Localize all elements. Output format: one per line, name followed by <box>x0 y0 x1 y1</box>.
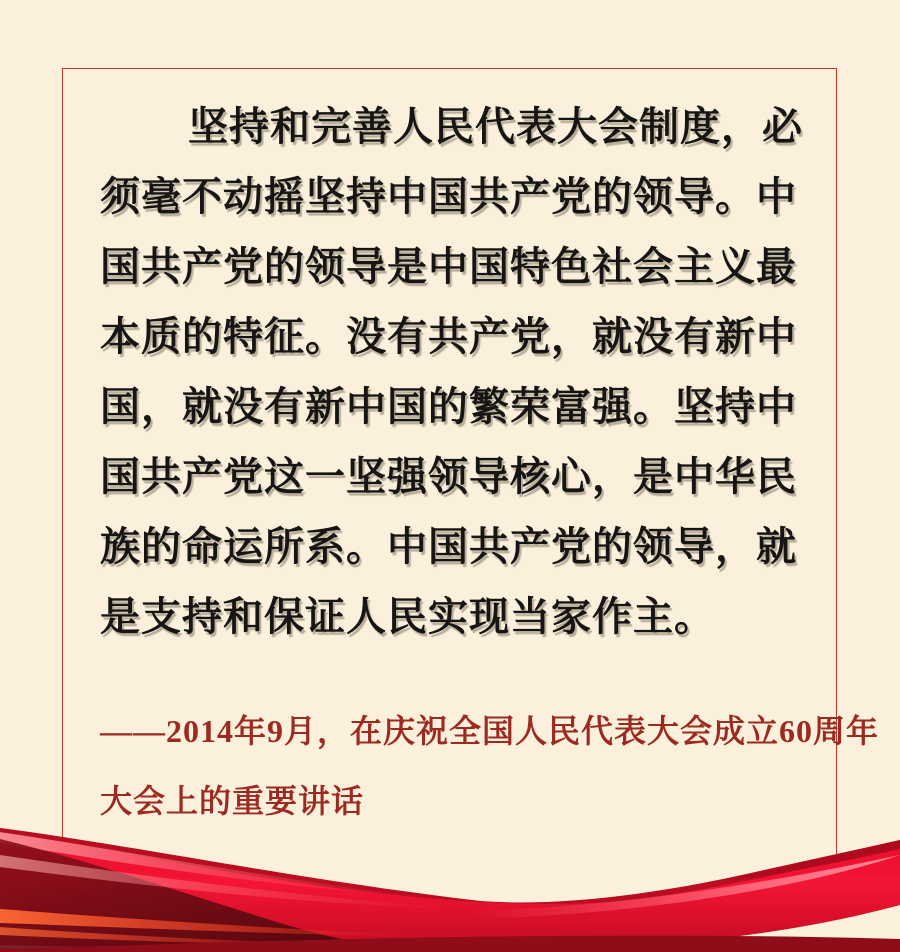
attribution-line: ——2014年9月，在庆祝全国人民代表大会成立60周年 <box>100 713 880 749</box>
quote-line: 须毫不动摇坚持中国共产党的领导。中 <box>100 175 797 219</box>
quote-line: 是支持和保证人民实现当家作主。 <box>100 595 715 639</box>
red-silk-ribbon-graphic <box>0 777 900 952</box>
quote-line: 国共产党的领导是中国特色社会主义最 <box>100 245 797 289</box>
quote-text-block <box>100 92 806 652</box>
quote-line: 本质的特征。没有共产党，就没有新中 <box>100 315 797 359</box>
quote-line: 族的命运所系。中国共产党的领导，就 <box>100 525 797 569</box>
attribution-line: 大会上的重要讲话 <box>100 783 365 819</box>
quote-line: 坚持和完善人民代表大会制度，必 <box>188 105 803 149</box>
quote-line: 国，就没有新中国的繁荣富强。坚持中 <box>100 385 797 429</box>
quote-line: 国共产党这一坚强领导核心，是中华民 <box>100 455 797 499</box>
